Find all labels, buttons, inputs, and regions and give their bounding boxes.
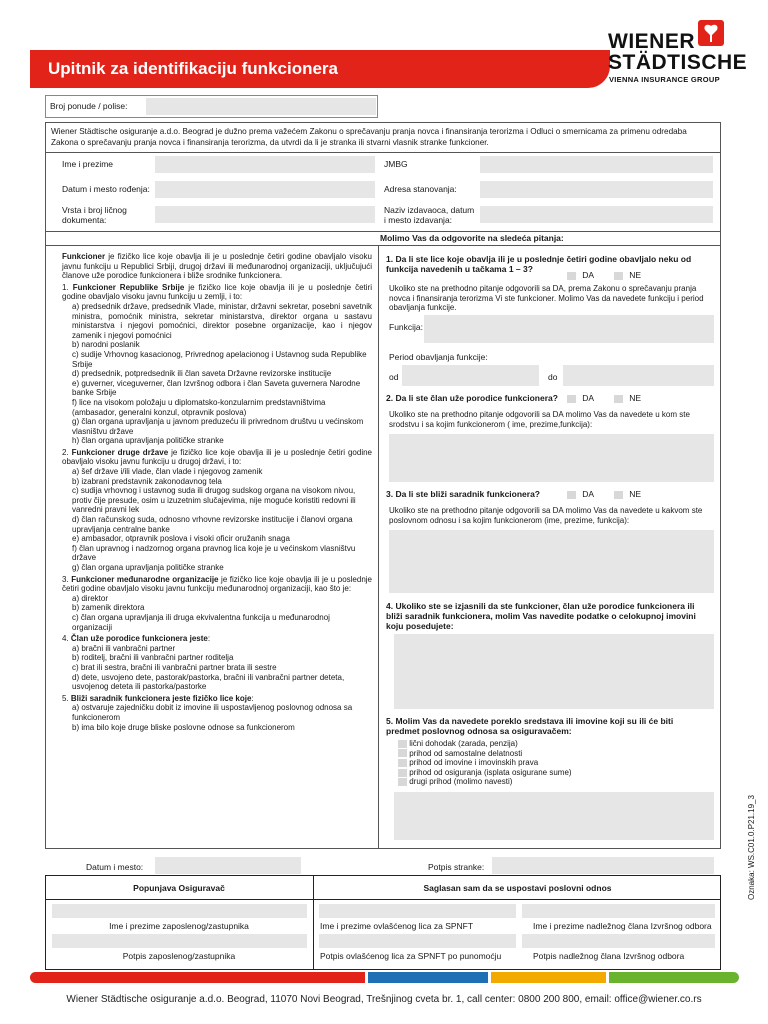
page-title: Upitnik za identifikaciju funkcionera [48,59,338,78]
q3-no-checkbox[interactable] [614,491,623,499]
document-field[interactable] [155,206,375,223]
question-3: 3. Da li ste bliži saradnik funkcionera? [386,489,540,499]
list-item: e) guverner, viceguverner, član Izvršnog odbora i član Saveta guvernera Narodne banke Srbije [72,378,361,398]
issuer-label: Naziv izdavaoca, datum i mesto izdavanja: [384,205,475,225]
name-label: Ime i prezime [62,159,114,169]
employee-name-label: Ime i prezime zaposlenog/zastupnika [109,921,249,931]
offer-number-field[interactable] [146,98,376,115]
brand-color-bar [609,972,739,983]
jmbg-label: JMBG [384,159,408,169]
divider [45,152,721,153]
board-name-label: Ime i prezime nadležnog člana Izvršnog odbora [533,921,712,931]
q3-answer-field[interactable] [389,530,714,593]
address-field[interactable] [480,181,713,198]
question-2: 2. Da li ste član uže porodice funkcionera? [386,393,558,403]
section-5-list [62,703,372,732]
insurer-header: Popunjava Osiguravač [133,883,225,893]
employee-sign-field[interactable] [52,934,307,948]
brand-color-bar [30,972,365,983]
q5-option[interactable]: lični dohodak (zarada, penzija) [398,739,708,749]
period-from-label: od [389,372,399,382]
list-item: f) lice na visokom položaju u diplomatsko-konzularnim predstavništvima (ambasador, generalni konzul, otpravnik poslova) [72,397,326,417]
footer-address: Wiener Städtische osiguranje a.d.o. Beograd, 11070 Novi Beograd, Trešnjinog cveta br. 1, call center: 0800 200 800, email: office@wiener.co.rs [66,994,702,1005]
section-5: 5. Bliži saradnik funkcionera jeste fizičko lice koje: [62,693,254,703]
q2-yes-option[interactable]: DA [567,393,594,403]
q2-answer-field[interactable] [389,434,714,482]
q5-option[interactable]: prihod od samostalne delatnosti [398,749,708,759]
q1-no-checkbox[interactable] [614,272,623,280]
q1-yes-checkbox[interactable] [567,272,576,280]
q3-no-option[interactable]: NE [614,489,641,499]
period-from-field[interactable] [402,365,539,386]
section-4: 4. Član uže porodice funkcionera jeste: [62,634,211,644]
q5-checkbox[interactable] [398,740,407,748]
section-1-list [62,302,372,446]
list-item: a) šef države i/ili vlade, član vlade i njegovog zamenik [72,467,263,477]
board-sign-label: Potpis nadležnog člana Izvršnog odbora [533,951,685,961]
issuer-field[interactable] [480,206,713,223]
list-item: b) ima bilo koje druge bliske poslovne odnose sa funkcionerom [72,722,295,732]
board-name-field[interactable] [522,904,715,918]
list-item: b) narodni poslanik [72,340,140,350]
q5-options [398,739,708,787]
list-item: b) zamenik direktora [72,603,145,613]
q2-note: Ukoliko ste na prethodno pitanje odgovorili sa DA molimo Vas da navedete u kom ste srodstvu i sa kojim funkcionerom ( ime, prezime,funkcija): [389,410,690,429]
section-2-list [62,467,372,573]
brand-color-bar [368,972,488,983]
questions-header: Molimo Vas da odgovorite na sledeća pitanja: [380,233,564,243]
divider [45,245,721,246]
address-label: Adresa stanovanja: [384,184,457,194]
list-item: c) član organa upravljanja ili druga ekvivalentna funkcija u međunarodnoj organizaciji [72,612,330,632]
board-sign-field[interactable] [522,934,715,948]
logo-tagline: VIENNA INSURANCE GROUP [609,75,720,84]
q1-no-option[interactable]: NE [614,270,641,280]
logo-flower-icon [698,20,724,46]
q5-option[interactable]: drugi prihod (molimo navesti) [398,777,708,787]
spnft-name-label: Ime i prezime ovlašćenog lica za SPNFT [320,921,474,931]
definitions-column [62,252,372,732]
employee-sign-label: Potpis zaposlenog/zastupnika [122,951,236,961]
list-item: a) ostvaruje zajedničku dobit iz imovine ili uspostavljenog poslovnog odnosa sa funkcionerom [72,703,353,722]
client-sign-label: Potpis stranke: [428,862,485,872]
question-4: 4. Ukoliko ste se izjasnili da ste funkcioner, član uže porodice funkcionera ili bliži saradnik funkcionera, molim Vas navedite podatke o celokupnoj imovini koju posedujete: [386,601,696,631]
q3-note: Ukoliko ste na prethodno pitanje odgovorili sa DA molimo Vas da navedete u kakvom ste poslovnom odnosu i sa kojim funkcionerom (ime, prezime, funkcija): [389,506,703,525]
header-bar [30,50,610,88]
document-label: Vrsta i broj ličnog dokumenta: [62,205,127,225]
logo-text: STÄDTISCHE [608,51,748,74]
divider [45,231,721,232]
q5-other-field[interactable] [394,792,714,840]
date-place-label: Datum i mesto: [86,862,144,872]
list-item: d) predsednik, potpredsednik ili član saveta Državne revizorske institucije [72,369,332,379]
spnft-sign-label: Potpis ovlašćenog lica za SPNFT po punomoćju [320,951,502,961]
question-5: 5. Molim Vas da navedete poreklo sredstava ili imovine koji su ili će biti predmet poslovnog odnosa sa osiguravačem: [386,716,674,736]
birth-label: Datum i mesto rođenja: [62,184,150,194]
q3-yes-option[interactable]: DA [567,489,594,499]
table-divider [45,899,721,900]
section-3-list [62,594,372,632]
section-4-list [62,644,372,692]
q5-checkbox[interactable] [398,769,407,777]
question-1: 1. Da li ste lice koje obavlja ili je u poslednje četiri godine obavljalo neku od funkcija navedenih u tačkama 1 – 3? [386,254,692,274]
list-item: b) roditelj, bračni ili vanbračni partner roditelja [72,653,234,663]
q5-option[interactable]: prihod od osiguranja (isplata osigurane sume) [398,768,708,778]
list-item: d) dete, usvojeno dete, pastorak/pastorka, bračni ili vanbračni partner deteta, usvojenog deteta ili pastorka/pastorke [72,672,345,692]
function-label: Funkcija: [389,322,424,332]
list-item: c) sudija vrhovnog i ustavnog suda ili drugog sudskog organa na visokom nivou, protiv čije presude, osim u izuzetnim slučajevima, nije moguće koristiti redovni ili vanredni pravni lek [72,486,356,515]
section-3: 3. Funkcioner međunarodne organizacije je fizičko lice koje obavlja ili je u poslednje četiri godine obavljalo visoku javnu funkciju međunarodnoj organizaciji, kao što je: [62,574,372,594]
q2-yes-checkbox[interactable] [567,395,576,403]
logo-text: WIENER [608,30,695,53]
intro-text: Wiener Städtische osiguranje a.d.o. Beograd je dužno prema važećem Zakonu o sprečavanju pranja novca i finansiranja terorizma i Odluci o smernicama za primenu odredaba Zakona o sprečavanju pranja novca i finansiranja terorizma, da utvrdi da li je stranka ili stvarni vlasnik stranke funkcioner. [51,127,687,147]
q1-yes-option[interactable]: DA [567,270,594,280]
definition-paragraph: Funkcioner je fizičko lice koje obavlja ili je u poslednje četiri godine obavljalo visoku javnu funkciju u Republici Srbiji, drugoj državi ili međunarodnoj organizaciji, uključujući članove uže porodice funkcionera i bliže srodnike funkcionera. [62,252,372,281]
client-sign-field[interactable] [492,857,714,874]
birth-field[interactable] [155,181,375,198]
period-label: Period obavljanja funkcije: [389,352,488,362]
q5-checkbox[interactable] [398,759,407,767]
list-item: g) član organa upravljanja u javnom preduzeću ili privrednom društvu u većinskom vlasništvu države [72,417,364,436]
q2-no-checkbox[interactable] [614,395,623,403]
section-1: 1. Funkcioner Republike Srbije je fizičko lice koje obavlja ili je u poslednje četiri godine obavljalo visoku javnu funkciju u zemlji, i to: [62,282,372,302]
q5-checkbox[interactable] [398,749,407,757]
spnft-sign-field[interactable] [319,934,516,948]
list-item: h) član organa upravljanja političke stranke [72,436,224,446]
form-code: Oznaka: WS.C01.0.P21.19_3 [747,795,756,900]
jmbg-field[interactable] [480,156,713,173]
q3-yes-checkbox[interactable] [567,491,576,499]
list-item: b) izabrani predstavnik zakonodavnog tela [72,476,222,486]
period-to-label: do [548,372,558,382]
q5-checkbox[interactable] [398,778,407,786]
list-item: f) član upravnog i nadzornog organa pravnog lica koje je u većinskom vlasništvu države [72,543,356,563]
column-divider [378,245,379,849]
list-item: c) brat ili sestra, bračni ili vanbračni partner brata ili sestre [72,662,277,672]
function-field[interactable] [424,315,714,343]
section-2: 2. Funkcioner druge države je fizičko lice koje obavlja ili je u poslednje četiri godine obavljalo visoku javnu funkciju u drugoj državi, i to: [62,447,372,467]
date-place-field[interactable] [155,857,301,874]
list-item: c) sudije Vrhovnog kasacionog, Privrednog apelacionog i Ustavnog suda Republike Srbije [72,349,367,369]
name-field[interactable] [155,156,375,173]
q5-option[interactable]: prihod od imovine i imovinskih prava [398,758,708,768]
period-to-field[interactable] [563,365,714,386]
spnft-name-field[interactable] [319,904,516,918]
offer-number-label: Broj ponude / polise: [50,101,128,111]
q4-answer-field[interactable] [394,634,714,709]
employee-name-field[interactable] [52,904,307,918]
list-item: e) ambasador, otpravnik poslova i visoki oficir oružanih snaga [72,534,290,544]
offer-number-box [45,95,378,118]
consent-header: Saglasan sam da se uspostavi poslovni odnos [423,883,612,893]
brand-color-bar [491,972,606,983]
list-item: a) bračni ili vanbračni partner [72,643,176,653]
list-item: d) član računskog suda, odnosno vrhovne revizorske institucije i članovi organa upravljanja centralne banke [72,515,353,534]
q2-no-option[interactable]: NE [614,393,641,403]
q1-note: Ukoliko ste na prethodno pitanje odgovorili sa DA, prema Zakonu o sprečavanju pranja novca i finansiranja terorizma Vi ste funkcioner. Molimo Vas da navedete funkciju i period obavljanja funkcije. [389,284,704,313]
list-item: a) direktor [72,593,109,603]
list-item: a) predsednik države, predsednik Vlade, ministar, državni sekretar, posebni savetnik ministra, pomoćnik ministra, sekretar ministarstva, direktor organa u sastavu ministarstva i njegovi pomoćnici, direktor posebne organizacije, kao i njegov zamenik i njegovi pomoćnici [72,301,372,340]
list-item: g) član organa upravljanja političke stranke [72,563,224,572]
